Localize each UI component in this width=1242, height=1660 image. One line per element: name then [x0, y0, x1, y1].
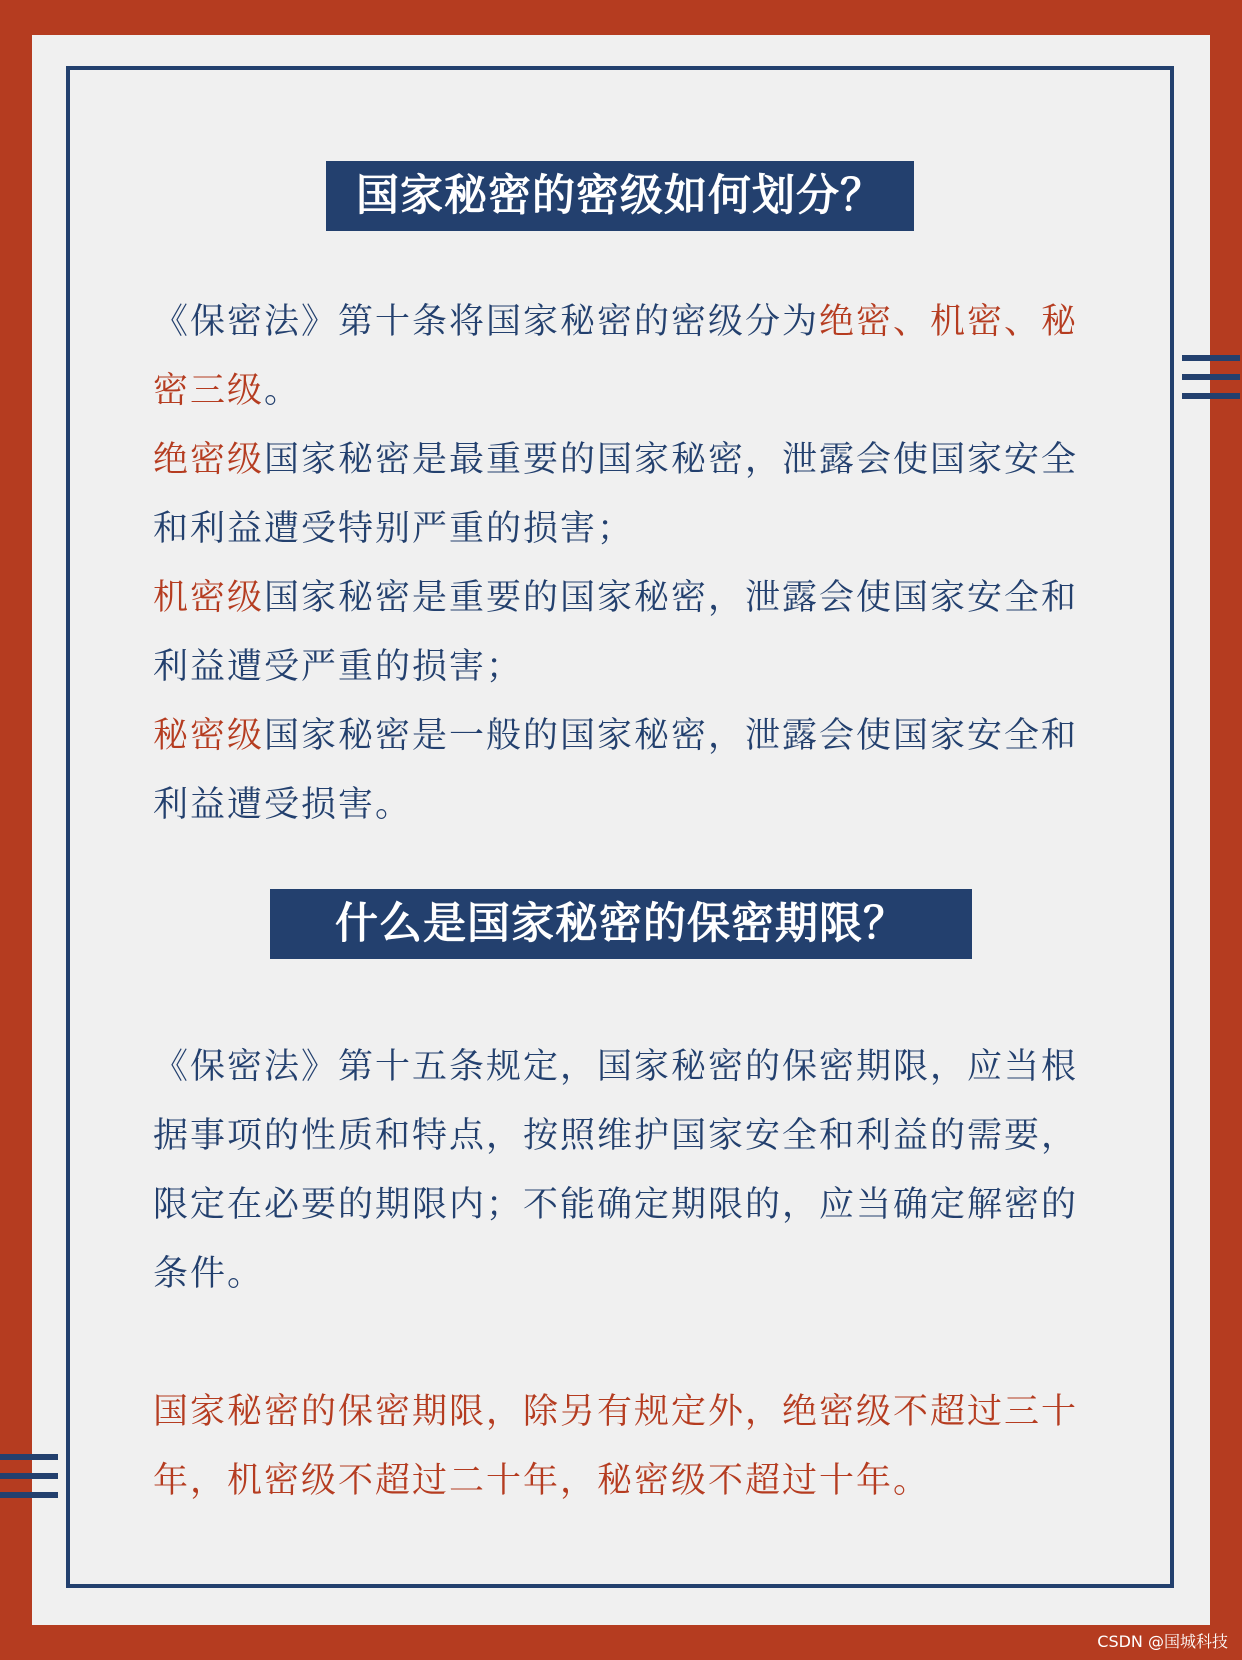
paragraph-secret: 机密级国家秘密是重要的国家秘密，泄露会使国家安全和利益遭受严重的损害； — [153, 578, 1079, 687]
decorative-lines-left — [0, 1454, 58, 1498]
paragraph-limits: 国家秘密的保密期限，除另有规定外，绝密级不超过三十年，机密级不超过二十年，秘密级不超过十年。 — [153, 1392, 1079, 1501]
period-limits-text — [153, 1378, 1089, 1516]
period-text — [153, 1033, 1089, 1309]
classification-text — [153, 288, 1089, 840]
paragraph-article-15: 《保密法》第十五条规定，国家秘密的保密期限，应当根据事项的性质和特点，按照维护国家安全和利益的需要，限定在必要的期限内；不能确定期限的，应当确定解密的条件。 — [153, 1047, 1079, 1294]
paragraph-confidential: 秘密级国家秘密是一般的国家秘密，泄露会使国家安全和利益遭受损害。 — [153, 716, 1079, 825]
decorative-lines-right — [1182, 355, 1240, 399]
paragraph-top-secret: 绝密级国家秘密是最重要的国家秘密，泄露会使国家安全和利益遭受特别严重的损害； — [153, 440, 1079, 549]
section-heading-period: 什么是国家秘密的保密期限？ — [270, 889, 972, 959]
section-heading-classification: 国家秘密的密级如何划分？ — [326, 161, 914, 231]
paragraph-levels: 《保密法》第十条将国家秘密的密级分为绝密、机密、秘密三级。 — [153, 302, 1079, 411]
watermark: CSDN @国城科技 — [1097, 1632, 1228, 1651]
